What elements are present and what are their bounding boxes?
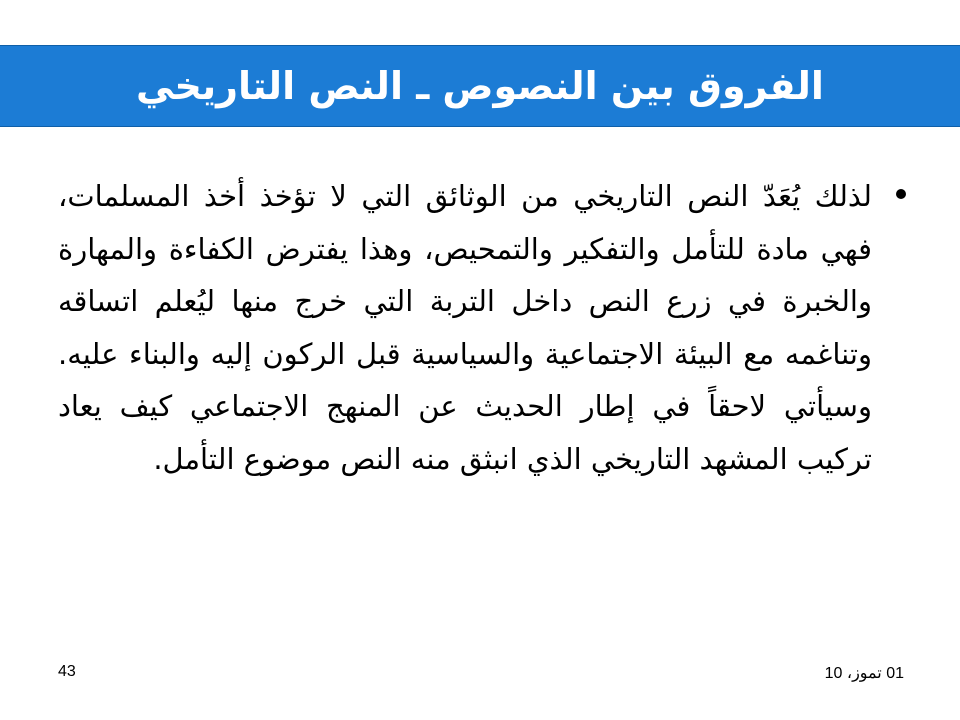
title-bar xyxy=(0,45,960,127)
bullet-item xyxy=(58,170,908,485)
bullet-icon xyxy=(896,189,906,199)
bullet-text: لذلك يُعَدّ النص التاريخي من الوثائق التي لا تؤخذ أخذ المسلمات، فهي مادة للتأمل والتفكير والتمحيص، وهذا يفترض الكفاءة والمهارة والخبرة في زرع النص داخل التربة التي خرج منها ليُعلم اتساقه وتناغمه مع البيئة الاجتماعية والسياسية قبل الركون إليه والبناء عليه. وسيأتي لاحقاً في إطار الحديث عن المنهج الاجتماعي كيف يعاد تركيب المشهد التاريخي الذي انبثق منه النص موضوع التأمل. xyxy=(58,179,872,476)
footer-date: 01 تموز، 10 xyxy=(824,665,904,682)
page-number: 43 xyxy=(58,663,76,680)
content-area xyxy=(58,170,908,590)
slide-title: الفروق بين النصوص ـ النص التاريخي xyxy=(136,64,824,108)
